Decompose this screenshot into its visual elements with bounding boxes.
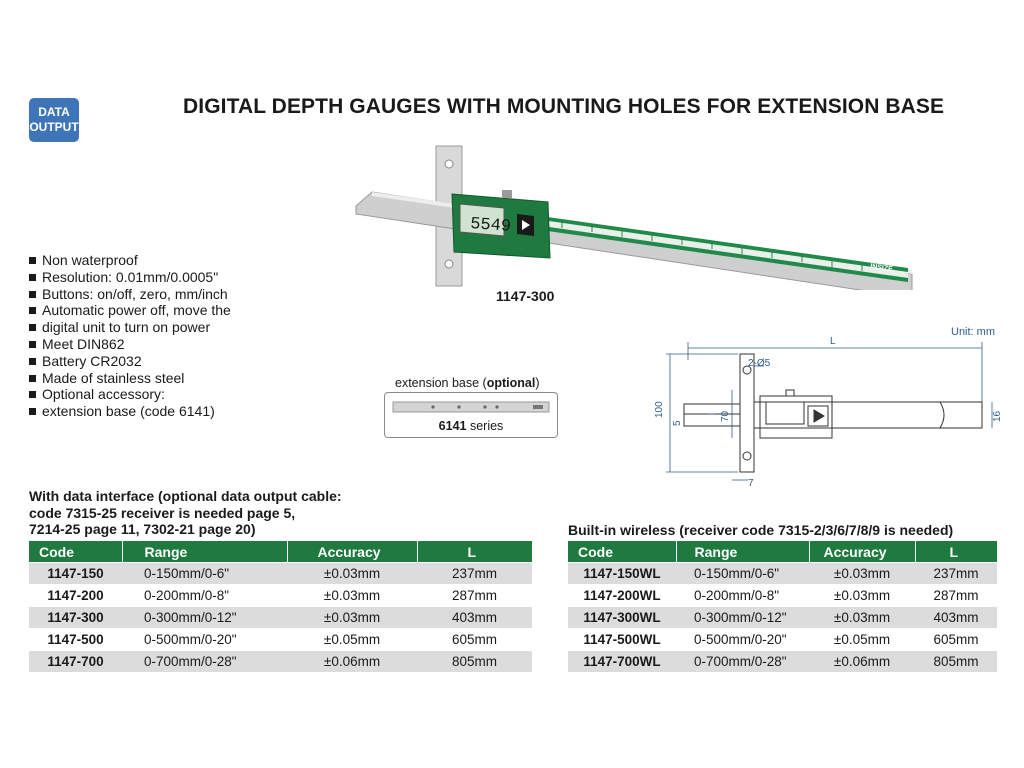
extension-base-label: extension base (optional) — [395, 376, 540, 390]
dim-100: 100 — [654, 401, 665, 418]
table-row: 1147-200 0-200mm/0-8" ±0.03mm 287mm — [29, 585, 532, 607]
dim-70: 70 — [720, 410, 731, 422]
feature-item: Meet DIN862 — [29, 336, 231, 353]
table-row: 1147-500 0-500mm/0-20" ±0.05mm 605mm — [29, 629, 532, 651]
extension-base-image — [385, 397, 557, 421]
col-l: L — [417, 541, 532, 563]
extension-series: 6141 series — [438, 419, 504, 433]
extension-base-box — [384, 392, 558, 438]
dim-l: L — [830, 336, 836, 347]
table-row: 1147-700WL 0-700mm/0-28" ±0.06mm 805mm — [568, 651, 997, 673]
badge-line-1: DATA — [38, 105, 70, 119]
brand-mark: INSIZE — [869, 263, 894, 274]
data-output-badge — [29, 98, 79, 142]
dim-5: 5 — [672, 420, 683, 426]
feature-item-continued: extension base (code 6141) — [29, 403, 231, 420]
table-row: 1147-500WL 0-500mm/0-20" ±0.05mm 605mm — [568, 629, 997, 651]
lcd-reading: 5549 — [469, 215, 512, 237]
feature-item: Resolution: 0.01mm/0.0005" — [29, 269, 231, 286]
dimension-drawing — [648, 330, 1008, 490]
table-row: 1147-700 0-700mm/0-28" ±0.06mm 805mm — [29, 651, 532, 673]
dim-16: 16 — [992, 410, 1003, 422]
table-row: 1147-150 0-150mm/0-6" ±0.03mm 237mm — [29, 563, 532, 585]
feature-item: Optional accessory: — [29, 386, 231, 403]
col-range: Range — [676, 541, 809, 563]
product-model: 1147-300 — [496, 288, 555, 304]
col-code: Code — [568, 541, 676, 563]
feature-item: Buttons: on/off, zero, mm/inch — [29, 286, 231, 303]
data-interface-heading: With data interface (optional data output cable: code 7315-25 receiver is needed page 5, 7214-25 page 11, 7302-21 page 20) — [29, 488, 342, 537]
wireless-table — [568, 541, 997, 672]
feature-item-continued: digital unit to turn on power — [29, 319, 231, 336]
dim-hole: 2-Ø5 — [748, 358, 771, 369]
badge-line-2: OUTPUT — [29, 120, 79, 134]
feature-item: Non waterproof — [29, 252, 231, 269]
col-l: L — [915, 541, 997, 563]
feature-item: Battery CR2032 — [29, 353, 231, 370]
col-code: Code — [29, 541, 122, 563]
page-title: DIGITAL DEPTH GAUGES WITH MOUNTING HOLES FOR EXTENSION BASE — [183, 95, 945, 118]
table-header-row — [568, 541, 997, 563]
dim-7: 7 — [748, 478, 754, 489]
table-row: 1147-150WL 0-150mm/0-6" ±0.03mm 237mm — [568, 563, 997, 585]
table-row: 1147-200WL 0-200mm/0-8" ±0.03mm 287mm — [568, 585, 997, 607]
table-header-row — [29, 541, 532, 563]
depth-gauge-image — [352, 140, 922, 290]
col-range: Range — [122, 541, 287, 563]
feature-item: Automatic power off, move the — [29, 302, 231, 319]
table-row: 1147-300 0-300mm/0-12" ±0.03mm 403mm — [29, 607, 532, 629]
col-accuracy: Accuracy — [287, 541, 417, 563]
col-accuracy: Accuracy — [809, 541, 915, 563]
wireless-heading: Built-in wireless (receiver code 7315-2/3/6/7/8/9 is needed) — [568, 522, 954, 538]
table-row: 1147-300WL 0-300mm/0-12" ±0.03mm 403mm — [568, 607, 997, 629]
data-interface-table — [29, 541, 532, 672]
unit-label: Unit: mm — [951, 326, 995, 338]
feature-list — [29, 252, 231, 420]
feature-item: Made of stainless steel — [29, 370, 231, 387]
